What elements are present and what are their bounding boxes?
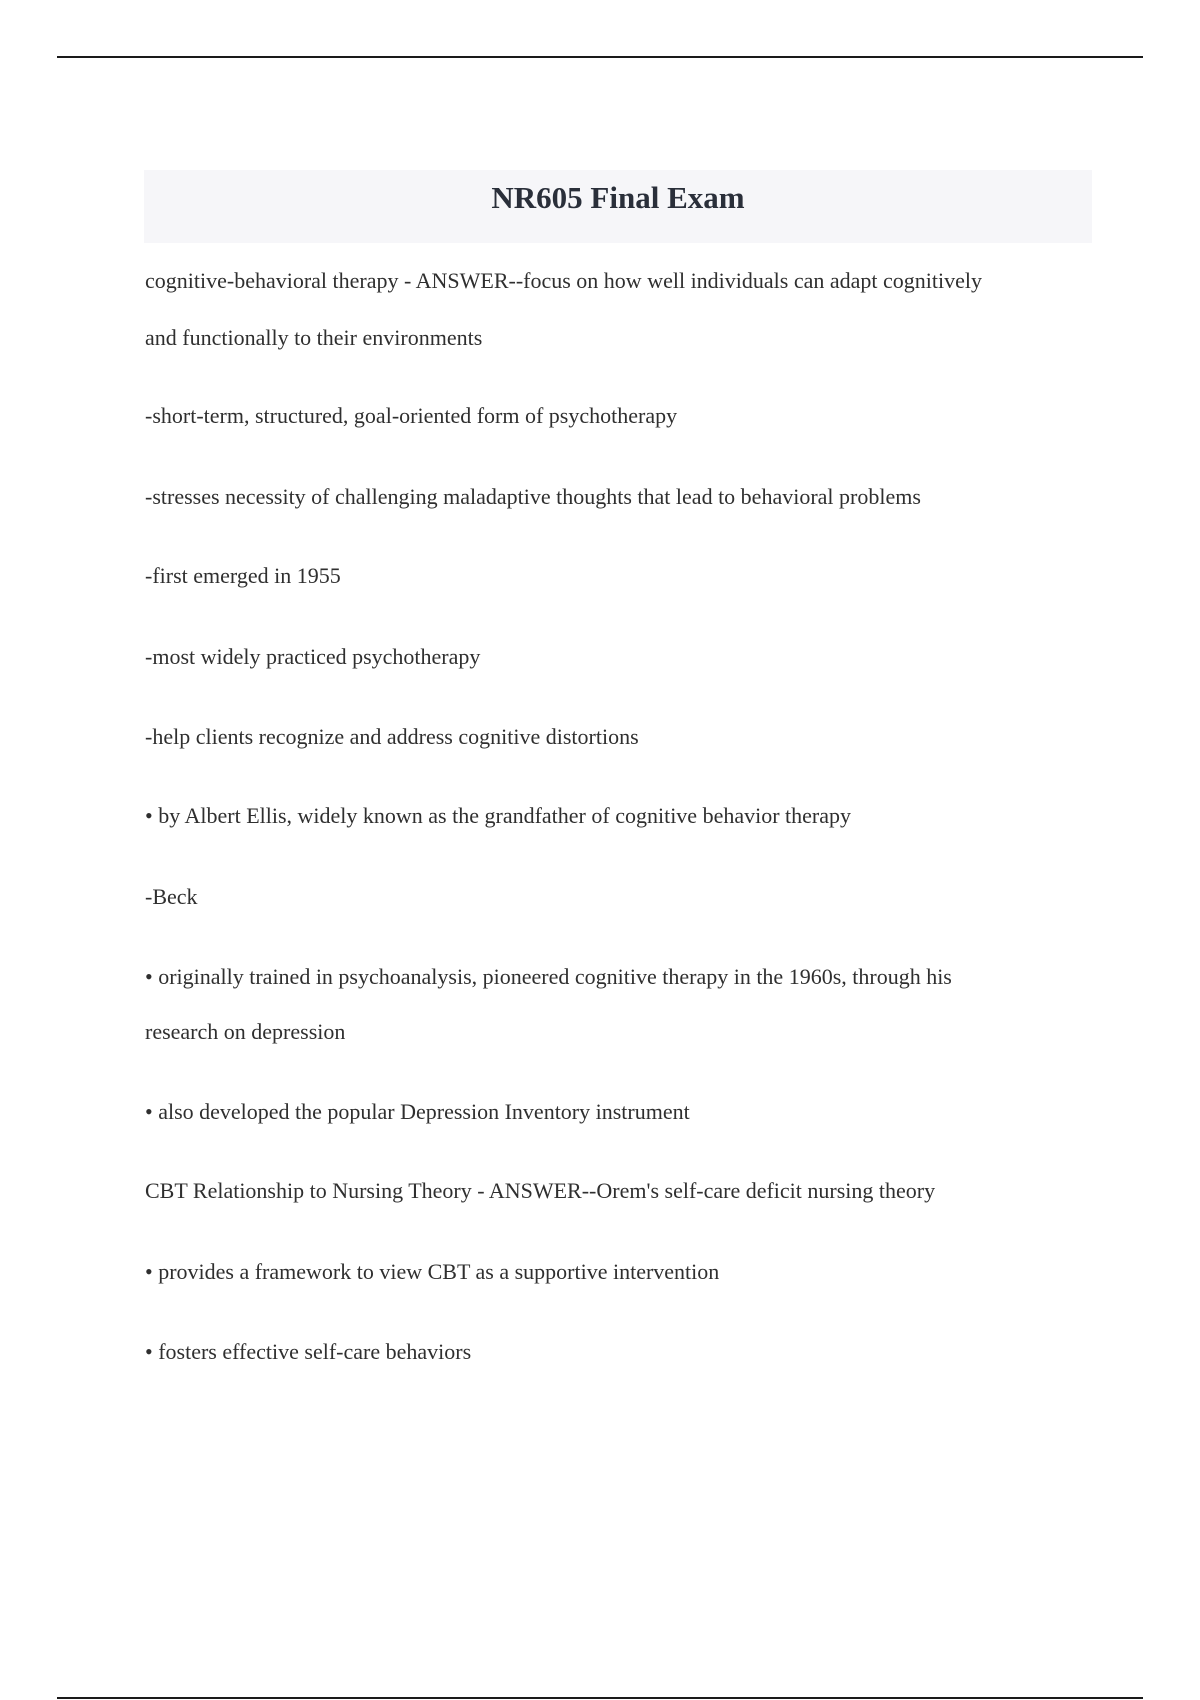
text-line: -Beck [145, 884, 198, 909]
bottom-rule [57, 1697, 1143, 1699]
text-line: • originally trained in psychoanalysis, pioneered cognitive therapy in the 1960s, through his [145, 964, 952, 989]
text-line: research on depression [145, 1019, 346, 1044]
document-title: NR605 Final Exam [491, 180, 745, 215]
text-line: CBT Relationship to Nursing Theory - ANSWER--Orem's self-care deficit nursing theory [145, 1178, 936, 1203]
text-line: -most widely practiced psychotherapy [145, 644, 481, 669]
text-line: • by Albert Ellis, widely known as the grandfather of cognitive behavior therapy [145, 803, 852, 828]
text-line: cognitive-behavioral therapy - ANSWER--focus on how well individuals can adapt cognitively [145, 268, 982, 293]
text-line: • also developed the popular Depression Inventory instrument [145, 1099, 690, 1124]
text-line: • fosters effective self-care behaviors [145, 1339, 472, 1364]
title-band [144, 170, 1092, 243]
top-rule [57, 56, 1143, 58]
text-line: • provides a framework to view CBT as a supportive intervention [145, 1259, 720, 1284]
text-line: -help clients recognize and address cognitive distortions [145, 724, 639, 749]
text-line: -stresses necessity of challenging maladaptive thoughts that lead to behavioral problems [145, 484, 921, 509]
text-line: -first emerged in 1955 [145, 563, 341, 588]
text-line: and functionally to their environments [145, 325, 483, 350]
text-line: -short-term, structured, goal-oriented form of psychotherapy [145, 403, 678, 428]
